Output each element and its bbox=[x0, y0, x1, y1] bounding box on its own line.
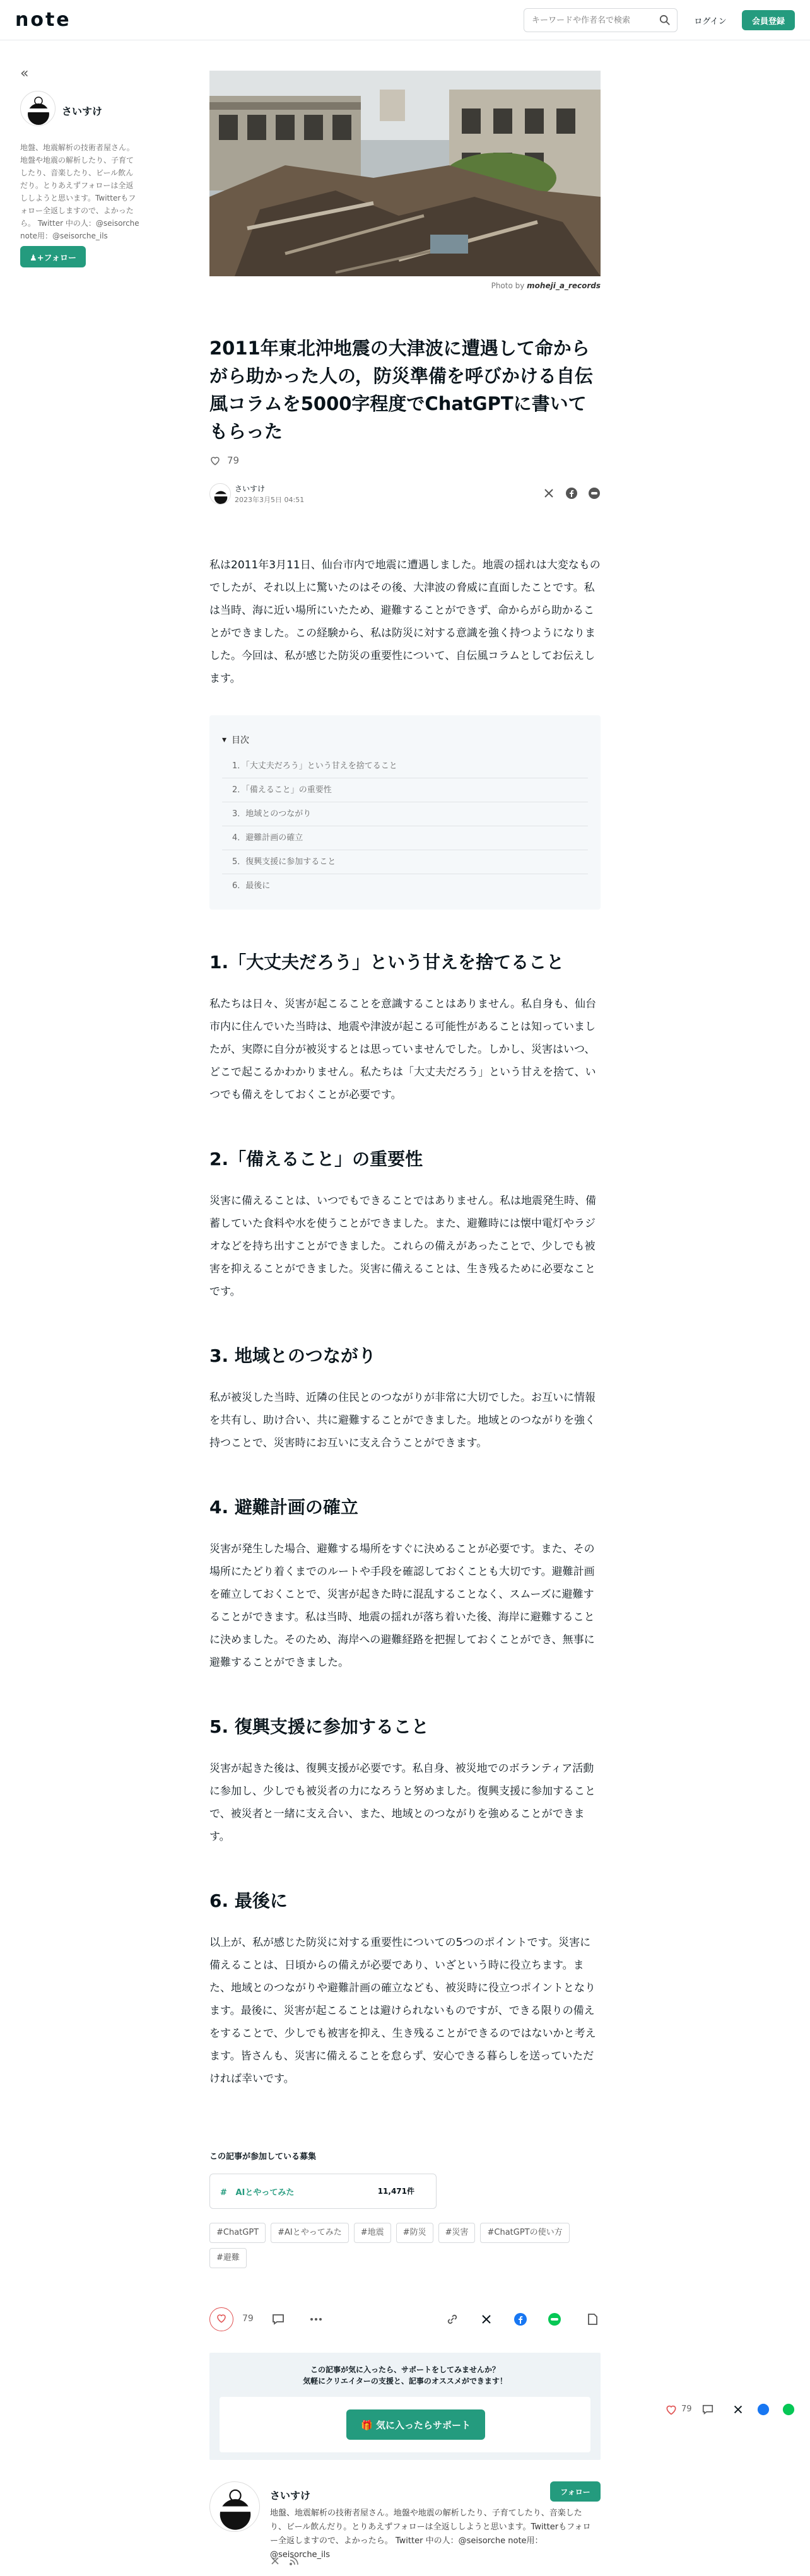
section-body: 以上が、私が感じた防災に対する重要性についての5つのポイントです。災害に備えることは、日頃からの備えが必要であり、いざという時に役立ちます。また、地域とのつながりや避難計画の確立なども、被災時に役立つポイントとなります。最後に、災害が起こることは避けられないものですが、できる限りの備えをすることで、少しでも被害を抑え、生き残ることができるのではないかと考えます。皆さんも、災害に備えることを怠らず、安心できる暮らしを送っていただければ幸いです。 bbox=[209, 1936, 596, 2085]
publish-date: 2023年3月5日 04:51 bbox=[235, 496, 305, 504]
share-buttons bbox=[543, 487, 601, 500]
support-line-2: 気軽にクリエイターの支援と、記事のオススメができます！ bbox=[303, 2377, 507, 2386]
tag-list bbox=[209, 2223, 601, 2268]
author-avatar[interactable] bbox=[209, 483, 231, 505]
line-share-icon[interactable] bbox=[548, 2312, 561, 2326]
contest-hash: # bbox=[220, 2188, 227, 2198]
contest-title-text: AIとやってみた bbox=[235, 2188, 295, 2198]
table-of-contents bbox=[209, 715, 601, 910]
sidebar-author-bio: 地盤、地震解析の技術者屋さん。地盤や地震の解析したり、子育てしたり、音楽したり、ビール飲んだり。とりあえずフォローは全返ししようと思います。Twitterもフォロー全返しますので、よかったら。 Twitter 中の人：@seisorche note用：@seisorche_ils bbox=[20, 143, 139, 240]
hashtag[interactable]: #地震 bbox=[354, 2223, 391, 2243]
comment-icon[interactable] bbox=[271, 2312, 285, 2326]
section-body: 災害に備えることは、いつでもできることではありません。私は地震発生時、備蓄していた食料や水を使うことができました。また、避難時には懐中電灯やラジオなどを持ち出すことができました。これらの備えがあったことで、少しでも被害を抑えることができました。災害に備えることは、生き残るために必要なことです。 bbox=[209, 1195, 597, 1298]
collapse-sidebar-icon[interactable]: « bbox=[20, 66, 29, 81]
section-heading: 3. 地域とのつながり bbox=[209, 1345, 376, 1366]
like-count[interactable]: 79 bbox=[227, 455, 240, 466]
hashtag[interactable]: #ChatGPTの使い方 bbox=[480, 2223, 569, 2243]
profile-social bbox=[270, 2556, 299, 2566]
search-input[interactable] bbox=[532, 14, 652, 26]
author-profile-card bbox=[209, 2481, 601, 2576]
rss-icon[interactable] bbox=[289, 2556, 299, 2566]
section-heading: 1.「大丈夫だろう」という甘えを捨てること bbox=[209, 952, 565, 973]
photo-credit bbox=[209, 281, 601, 293]
profile-name[interactable]: さいすけ bbox=[270, 2490, 311, 2502]
toc-item[interactable]: 6．最後に bbox=[232, 881, 271, 891]
login-button[interactable]: ログイン bbox=[688, 10, 733, 30]
toc-item[interactable]: 3．地域とのつながり bbox=[222, 802, 588, 826]
section-heading: 5. 復興支援に参加すること bbox=[209, 1716, 429, 1737]
contest-title bbox=[220, 2186, 294, 2198]
heart-icon bbox=[216, 2312, 227, 2324]
section-body: 私が被災した当時、近隣の住民とのつながりが非常に大切でした。お互いに情報を共有し、助け合い、共に避難することができました。地域とのつながりを強く持つことで、災害時にお互いに支え合うことができます。 bbox=[209, 1391, 596, 1449]
toc-item[interactable]: 2．「備えること」の重要性 bbox=[222, 778, 588, 802]
gift-icon: 🎁 bbox=[361, 2419, 376, 2431]
article-author bbox=[209, 482, 601, 507]
x-share-icon[interactable] bbox=[732, 2403, 744, 2416]
avatar[interactable] bbox=[20, 91, 56, 126]
contest-count: 11,471件 bbox=[377, 2187, 414, 2196]
comment-icon[interactable] bbox=[701, 2403, 714, 2416]
hashtag[interactable]: #災害 bbox=[438, 2223, 476, 2243]
like-button[interactable] bbox=[209, 2307, 233, 2331]
embed-icon[interactable] bbox=[585, 2312, 599, 2326]
photo-credit-prefix: Photo by bbox=[491, 281, 527, 290]
hashtag[interactable]: #避難 bbox=[209, 2248, 247, 2268]
section-heading: 6. 最後に bbox=[209, 1890, 288, 1911]
site-header bbox=[0, 0, 810, 40]
hashtag[interactable]: #防災 bbox=[396, 2223, 433, 2243]
sidebar-author-name[interactable]: さいすけ bbox=[62, 105, 103, 117]
profile-bio: 地盤、地震解析の技術者屋さん。地盤や地震の解析したり、子育てしたり、音楽したり、ビール飲んだり。とりあえずフォローは全返ししようと思います。Twitterもフォロー全返しますので、よかったら。 Twitter 中の人：@seisorche note用：@seisorche_ils bbox=[270, 2509, 591, 2560]
section-heading: 2.「備えること」の重要性 bbox=[209, 1149, 423, 1169]
creator-sidebar bbox=[20, 66, 140, 263]
hashtag[interactable]: #ChatGPT bbox=[209, 2223, 266, 2243]
facebook-share-icon[interactable] bbox=[565, 487, 578, 500]
heart-icon[interactable] bbox=[209, 455, 221, 466]
sidebar-follow-button[interactable] bbox=[20, 246, 86, 267]
toc-item[interactable]: 4．避難計画の確立 bbox=[222, 826, 588, 850]
support-message bbox=[209, 2364, 601, 2387]
x-share-icon[interactable] bbox=[543, 487, 555, 500]
facebook-share-icon[interactable] bbox=[514, 2312, 527, 2326]
hashtag[interactable]: #AIとやってみた bbox=[271, 2223, 349, 2243]
caret-down-icon: ▾ bbox=[222, 735, 227, 745]
toc-header[interactable] bbox=[222, 730, 588, 749]
section-body: 災害が発生した場合、避難する場所をすぐに決めることが必要です。また、その場所にたどり着くまでのルートや手段を確認しておくことも大切です。避難計画を確立しておくことで、災害が起きた時に混乱することなく、スムーズに避難することができます。私は当時、地震の揺れが落ち着いた後、海岸に避難することに決めました。そのため、海岸への避難経路を把握しておくことができ、無事に避難することができました。 bbox=[209, 1543, 595, 1669]
like-summary bbox=[209, 453, 601, 468]
signup-button[interactable]: 会員登録 bbox=[742, 10, 795, 30]
article-intro: 私は2011年3月11日、仙台市内で地震に遭遇しました。地震の揺れは大変なものでしたが、それ以上に驚いたのはその後、大津波の脅威に直面したことです。私は当時、海に近い場所にいたため、避難することができず、命からがら助かることができました。この経験から、私は防災に対する意識を強く持つようになりました。今回は、私が感じた防災の重要性について、自伝風コラムとしてお伝えします。 bbox=[209, 559, 601, 685]
note-logo[interactable]: note bbox=[15, 9, 71, 31]
photo-credit-name[interactable]: moheji_a_records bbox=[527, 281, 601, 290]
related-contest bbox=[209, 2150, 601, 2209]
author-name[interactable]: さいすけ bbox=[235, 484, 266, 493]
related-label: この記事が参加している募集 bbox=[209, 2152, 317, 2162]
toc-item[interactable]: 5．復興支援に参加すること bbox=[222, 850, 588, 874]
x-share-icon[interactable] bbox=[479, 2312, 493, 2326]
support-button-label: 気に入ったらサポート bbox=[375, 2419, 471, 2431]
action-bar bbox=[209, 2304, 601, 2334]
section-body: 災害が起きた後は、復興支援が必要です。私自身、被災地でのボランティア活動に参加し、少しでも被災者の力になろうと努めました。復興支援に参加することで、被災者と一緒に支え合い、また、地域とのつながりを強めることができます。 bbox=[209, 1762, 596, 1843]
profile-follow-button[interactable]: フォロー bbox=[550, 2481, 601, 2502]
person-add-icon: ♟+ bbox=[30, 253, 44, 263]
toc-item[interactable]: 1．「大丈夫だろう」という甘えを捨てること bbox=[222, 754, 588, 778]
article bbox=[209, 71, 601, 2576]
heart-icon[interactable] bbox=[665, 2403, 678, 2416]
toc-title: 目次 bbox=[232, 735, 250, 746]
line-share-icon[interactable] bbox=[588, 487, 601, 500]
search-box[interactable] bbox=[524, 8, 678, 32]
support-box bbox=[209, 2353, 601, 2460]
line-share-icon[interactable] bbox=[782, 2403, 795, 2416]
action-like-count[interactable]: 79 bbox=[242, 2314, 254, 2324]
link-icon[interactable] bbox=[445, 2312, 459, 2326]
x-profile-icon[interactable] bbox=[270, 2556, 280, 2566]
search-icon[interactable] bbox=[659, 15, 671, 26]
support-line-1: この記事が気に入ったら、サポートをしてみませんか？ bbox=[310, 2365, 500, 2374]
facebook-share-icon[interactable] bbox=[757, 2403, 770, 2416]
hero-image bbox=[209, 71, 601, 276]
floating-like-count[interactable]: 79 bbox=[681, 2404, 692, 2414]
more-icon[interactable] bbox=[309, 2312, 323, 2326]
profile-avatar[interactable] bbox=[209, 2481, 260, 2532]
article-title: 2011年東北沖地震の大津波に遭遇して命からがら助かった人の，防災準備を呼びかける自伝風コラムを5000字程度でChatGPTに書いてもらった bbox=[209, 337, 593, 442]
contest-card[interactable] bbox=[209, 2174, 437, 2209]
floating-action-bar bbox=[656, 2397, 810, 2422]
support-button[interactable] bbox=[346, 2409, 485, 2440]
sidebar-follow-label: フォロー bbox=[44, 253, 76, 263]
section-heading: 4. 避難計画の確立 bbox=[209, 1497, 358, 1518]
support-inner bbox=[220, 2397, 590, 2452]
section-body: 私たちは日々、災害が起こることを意識することはありません。私自身も、仙台市内に住んでいた当時は、地震や津波が起こる可能性があることは知っていましたが、実際に自分が被災するとは思っていませんでした。しかし、災害はいつ、どこで起こるかわかりません。私たちは「大丈夫だろう」という甘えを捨て、いつでも備えをしておくことが必要です。 bbox=[209, 998, 597, 1101]
